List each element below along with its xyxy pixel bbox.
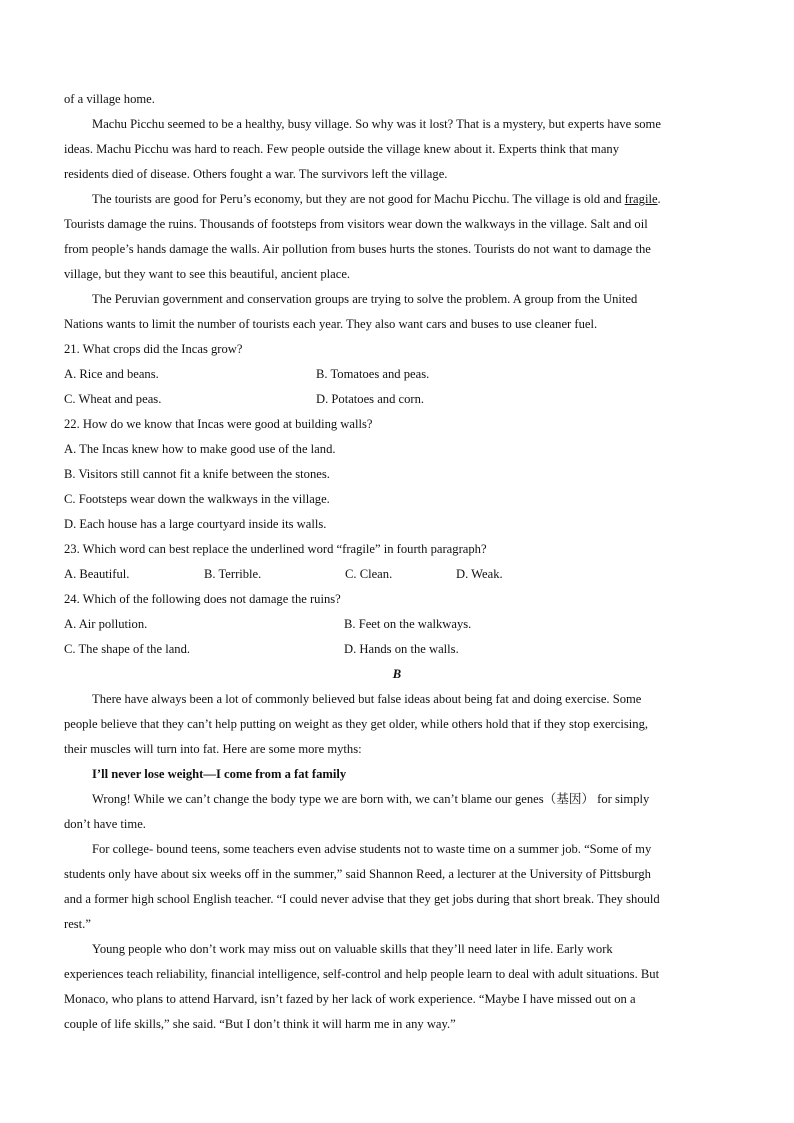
option-a: A. Air pollution.: [64, 617, 148, 631]
passage-b-line: students only have about six weeks off in the summer,” said Shannon Reed, a lecturer at the University of Pittsburgh: [64, 867, 651, 881]
passage-b-line: their muscles will turn into fat. Here are some more myths:: [64, 742, 362, 756]
passage-a-line: residents died of disease. Others fought a war. The survivors left the village.: [64, 167, 448, 181]
passage-b-line: Monaco, who plans to attend Harvard, isn’t fazed by her lack of work experience. “Maybe I have missed out on a: [64, 992, 636, 1006]
passage-a-line: village, but they want to see this beautiful, ancient place.: [64, 267, 351, 281]
option-d: D. Weak.: [456, 567, 503, 581]
passage-a-line: Nations wants to limit the number of tourists each year. They also want cars and buses to use cleaner fuel.: [64, 317, 598, 331]
option-c: C. The shape of the land.: [64, 642, 191, 656]
passage-b-line: don’t have time.: [64, 817, 146, 831]
option-d: D. Each house has a large courtyard inside its walls.: [64, 517, 327, 531]
question-stem: 22. How do we know that Incas were good at building walls?: [64, 417, 373, 431]
document-page: [64, 87, 730, 1037]
passage-a-text: The tourists are good for Peru’s economy, but they are not good for Machu Picchu. The village is old and: [92, 192, 625, 206]
passage-b-line: rest.”: [64, 917, 91, 931]
option-b: B. Feet on the walkways.: [344, 617, 472, 631]
option-a: A. Rice and beans.: [64, 367, 159, 381]
passage-b-line: experiences teach reliability, financial intelligence, self-control and help people learn to deal with adult situations. But: [64, 967, 660, 981]
question-stem: 24. Which of the following does not damage the ruins?: [64, 592, 341, 606]
option-b: B. Visitors still cannot fit a knife between the stones.: [64, 467, 330, 481]
passage-a-line: Tourists damage the ruins. Thousands of footsteps from visitors wear down the walkways in the village. Salt and oil: [64, 217, 648, 231]
underlined-word: fragile: [624, 192, 658, 206]
passage-a-line: [64, 187, 730, 212]
question-stem: 23. Which word can best replace the underlined word “fragile” in fourth paragraph?: [64, 542, 487, 556]
option-row: [64, 562, 730, 587]
passage-a-line: from people’s hands damage the walls. Air pollution from buses hurts the stones. Tourists do not want to damage the: [64, 242, 651, 256]
option-b: B. Terrible.: [204, 567, 262, 581]
option-a: A. Beautiful.: [64, 567, 130, 581]
passage-b-line: Wrong! While we can’t change the body type we are born with, we can’t blame our genes（基因） for simply: [92, 792, 650, 806]
option-row: [64, 637, 730, 662]
option-c: C. Footsteps wear down the walkways in the village.: [64, 492, 330, 506]
passage-b-line: There have always been a lot of commonly believed but false ideas about being fat and doing exercise. Some: [92, 692, 642, 706]
passage-a-text: .: [657, 192, 661, 206]
option-row: [64, 362, 730, 387]
question-stem: 21. What crops did the Incas grow?: [64, 342, 243, 356]
passage-b-line: couple of life skills,” she said. “But I don’t think it will harm me in any way.”: [64, 1017, 456, 1031]
passage-a-line: ideas. Machu Picchu was hard to reach. Few people outside the village knew about it. Experts think that many: [64, 142, 620, 156]
option-d: D. Potatoes and corn.: [316, 392, 425, 406]
passage-a-line: Machu Picchu seemed to be a healthy, busy village. So why was it lost? That is a mystery, but experts have some: [92, 117, 661, 131]
option-d: D. Hands on the walls.: [344, 642, 459, 656]
passage-b-line: Young people who don’t work may miss out on valuable skills that they’ll need later in life. Early work: [92, 942, 613, 956]
option-c: C. Clean.: [345, 567, 393, 581]
passage-b-line: people believe that they can’t help putting on weight as they get older, while others hold that if they stop exercising,: [64, 717, 649, 731]
option-c: C. Wheat and peas.: [64, 392, 162, 406]
option-a: A. The Incas knew how to make good use of the land.: [64, 442, 336, 456]
option-b: B. Tomatoes and peas.: [316, 367, 430, 381]
option-row: [64, 612, 730, 637]
passage-b-line: and a former high school English teacher. “I could never advise that they get jobs during that short break. They should: [64, 892, 660, 906]
passage-a-line: The Peruvian government and conservation groups are trying to solve the problem. A group from the United: [92, 292, 638, 306]
passage-b-line: For college- bound teens, some teachers even advise students not to waste time on a summer job. “Some of my: [92, 842, 652, 856]
option-row: [64, 387, 730, 412]
section-heading: B: [392, 667, 402, 681]
subheading: I’ll never lose weight—I come from a fat family: [92, 767, 347, 781]
passage-a-line: of a village home.: [64, 92, 155, 106]
